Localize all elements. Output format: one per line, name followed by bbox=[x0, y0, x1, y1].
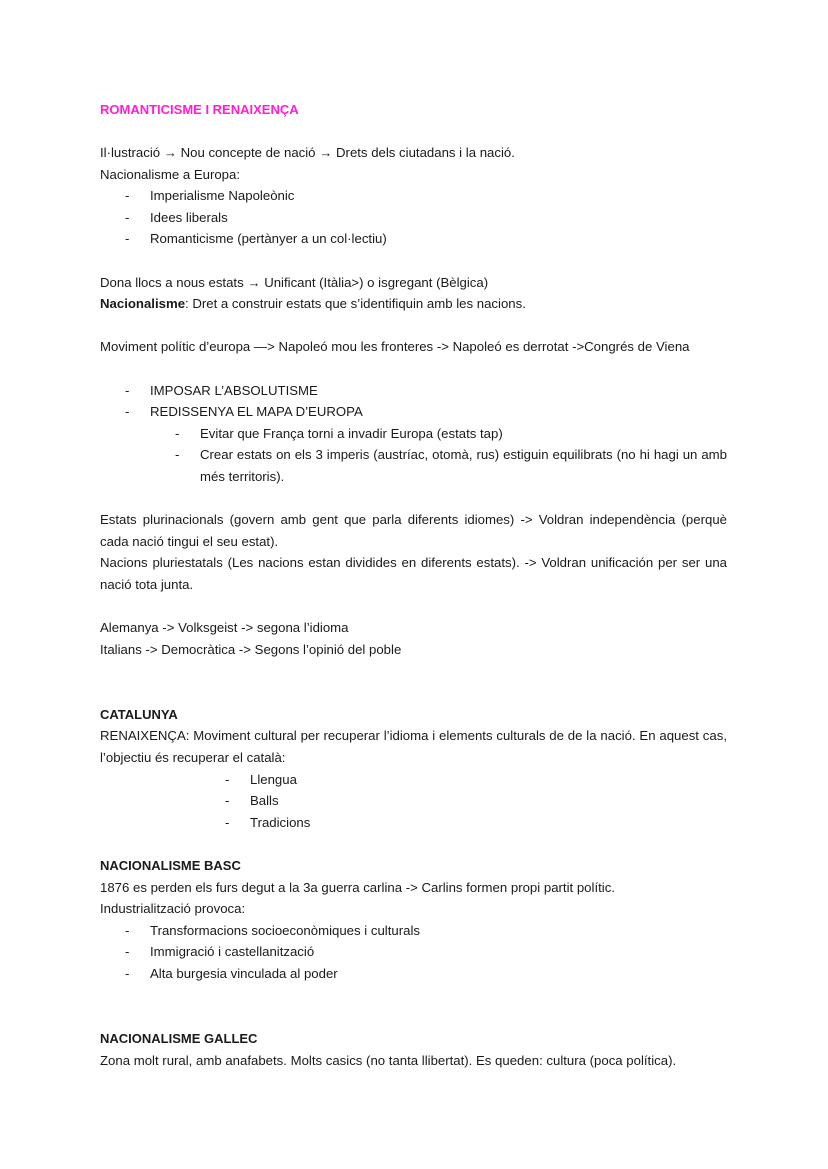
vienna-section bbox=[100, 380, 727, 488]
list-item: - Alta burgesia vinculada al poder bbox=[100, 963, 727, 985]
gallec-heading: NACIONALISME GALLEC bbox=[100, 1031, 258, 1047]
movement-section bbox=[100, 336, 727, 358]
intro-line: Il·lustració → Nou concepte de nació → Drets dels ciutadans i la nació. bbox=[100, 145, 515, 160]
list-item: - Idees liberals bbox=[100, 207, 727, 229]
document-page bbox=[100, 100, 727, 1093]
spacer bbox=[100, 682, 727, 704]
list-item: - REDISSENYA EL MAPA D’EUROPA bbox=[100, 401, 727, 423]
basc-list bbox=[100, 920, 727, 985]
definition-term: Nacionalisme bbox=[100, 296, 186, 312]
movement-line: Moviment polític d’europa —> Napoleó mou les fronteres -> Napoleó es derrotat ->Congrés de Viena bbox=[100, 339, 690, 355]
plurinational-paragraph: Estats plurinacionals (govern amb gent que parla diferents idiomes) -> Voldran independència (perquè cada nació tingui el seu estat). bbox=[100, 512, 727, 549]
list-item: - Immigració i castellanització bbox=[100, 941, 727, 963]
definition-text: : Dret a construir estats que s’identifiquin amb les nacions. bbox=[185, 296, 526, 312]
nations-section bbox=[100, 617, 727, 660]
list-item: - IMPOSAR L’ABSOLUTISME bbox=[100, 380, 727, 402]
intro-subtitle: Nacionalisme a Europa: bbox=[100, 166, 241, 182]
spacer bbox=[100, 1006, 727, 1028]
catalunya-text: RENAIXENÇA: Moviment cultural per recuperar l’idioma i elements culturals de de la nació. En aquest cas, l’objectiu és recuperar el català: bbox=[100, 728, 727, 766]
catalunya-list bbox=[100, 769, 727, 834]
list-item: - Transformacions socioeconòmiques i culturals bbox=[100, 920, 727, 942]
basc-section bbox=[100, 855, 727, 985]
gallec-section bbox=[100, 1028, 727, 1071]
pluristate-paragraph: Nacions pluriestatals (Les nacions estan dividides en diferents estats). -> Voldran unificación per ser una nació tota junta. bbox=[100, 555, 727, 592]
list-item: - Evitar que França torni a invadir Europa (estats tap) bbox=[100, 423, 727, 445]
states-line: Dona llocs a nous estats → Unificant (Itàlia>) o isgregant (Bèlgica) bbox=[100, 274, 489, 290]
list-item: - Tradicions bbox=[100, 812, 727, 834]
plural-section bbox=[100, 509, 727, 595]
intro-list bbox=[100, 185, 727, 250]
gallec-text: Zona molt rural, amb anafabets. Molts casics (no tanta llibertat). Es queden: cultura (poca política). bbox=[100, 1052, 677, 1068]
vienna-list bbox=[100, 380, 727, 423]
catalunya-section bbox=[100, 704, 727, 834]
vienna-sublist bbox=[100, 423, 727, 488]
list-item: - Crear estats on els 3 imperis (austríac, otomà, rus) estiguin equilibrats (no hi hagi un amb més territoris). bbox=[100, 444, 727, 487]
catalunya-heading: CATALUNYA bbox=[100, 706, 178, 722]
italy-line: Italians -> Democràtica -> Segons l’opinió del poble bbox=[100, 641, 402, 657]
list-item: - Llengua bbox=[100, 769, 727, 791]
list-item: - Balls bbox=[100, 790, 727, 812]
document-title: ROMANTICISME I RENAIXENÇA bbox=[100, 102, 299, 117]
states-section bbox=[100, 272, 727, 315]
intro-section bbox=[100, 142, 727, 250]
basc-line: 1876 es perden els furs degut a la 3a guerra carlina -> Carlins formen propi partit polític. bbox=[100, 879, 615, 895]
germany-line: Alemanya -> Volksgeist -> segona l’idioma bbox=[100, 620, 349, 636]
basc-heading: NACIONALISME BASC bbox=[100, 858, 241, 873]
basc-subtitle: Industrialització provoca: bbox=[100, 901, 246, 917]
list-item: - Imperialisme Napoleònic bbox=[100, 185, 727, 207]
list-item: - Romanticisme (pertànyer a un col·lectiu) bbox=[100, 228, 727, 250]
nationalism-definition bbox=[100, 293, 727, 315]
